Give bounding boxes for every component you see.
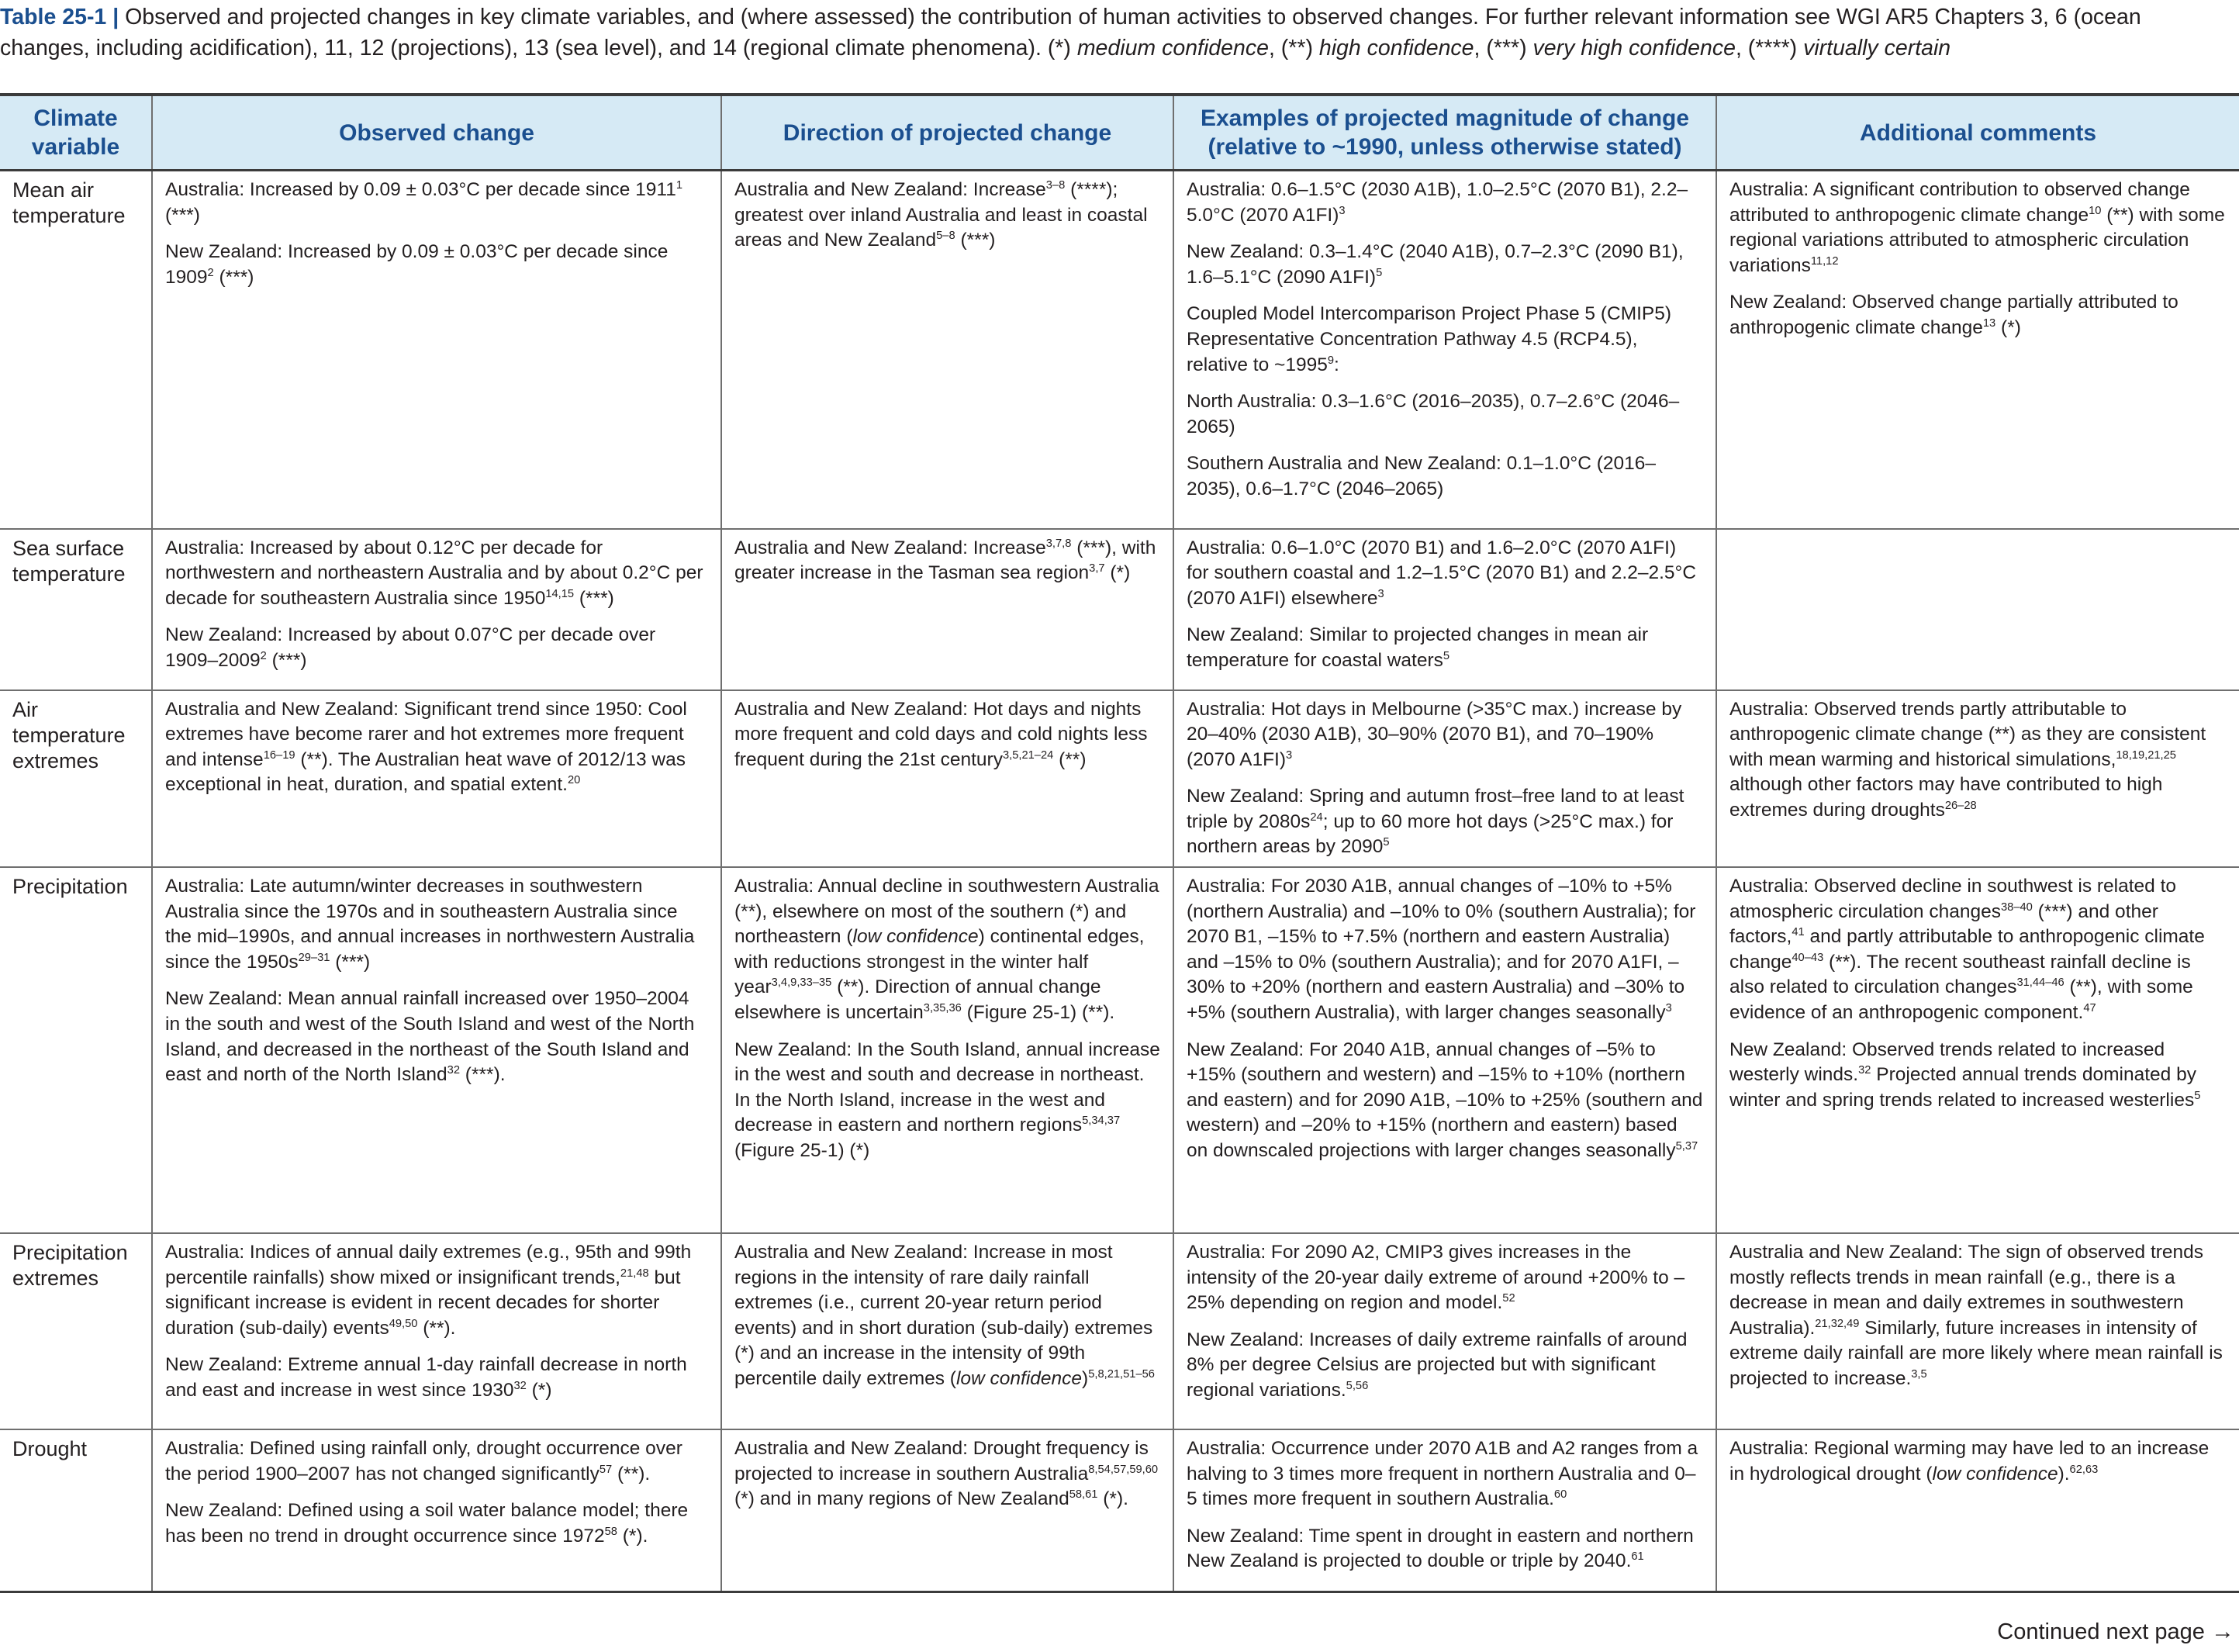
direction-cell [721,171,1173,529]
caption-text: Observed and projected changes in key climate variables, and (where assessed) the contribution of human activities to observed changes. For further relevant information see WGI AR5 Chapters 3, 6 (ocean changes, including acidification), 11, 12 (projections), 13 (sea level), and 14 (regional climate phenomena). (*) [0,5,2141,60]
table-row [0,690,2239,868]
cell-paragraph: Australia: Occurrence under 2070 A1B and A2 ranges from a halving to 3 times more frequent in northern Australia and 0–5 times more frequent in southern Australia.$^{60}$ [1187,1438,1698,1510]
cell-paragraph: Australia: Late autumn/winter decreases in southwestern Australia since the 1970s and in southeastern Australia since the mid–1990s, and annual increases in northwestern Australia since the $1950s^{29-31}$ (***) [165,876,695,973]
cell-paragraph: Australia: Increased by 0.09 ± 0.03°C per decade since 1911$^1$ (***) [165,178,683,226]
cell-paragraph: New Zealand: Increases of daily extreme rainfalls of around 8% per degree Celsius are projected but with significant regional variations.$^{5,56}$ [1187,1329,1688,1401]
cell-paragraph: Australia and New Zealand: Increase$^{3-8}$ (****); greatest over inland Australia and least in coastal areas and New Zealand$^{5-8}$ (***) [734,178,1148,251]
cell-paragraph: Australia: Regional warming may have led to an increase in hydrological drought (low confidence).$^{62,63}$ [1729,1438,2210,1484]
cell-paragraph: Australia and New Zealand: Drought frequency is projected to increase in southern Australia$^{8,54,57,59,60}$ (*) and in many regions of New Zealand$^{58,61}$ (*). [734,1438,1159,1510]
cell-paragraph: Australia: Indices of annual daily extremes (e.g., 95th and 99th percentile rainfalls) show mixed or insignificant trends,$^{21,48}$ but significant increase is evident in recent decades for shorter duration (sub-daily) events$^{49,50}$ (**). [165,1242,692,1339]
comments-cell [1716,867,2239,1233]
direction-cell [721,1429,1173,1592]
comments-cell [1716,690,2239,868]
header-magnitude-projected: Examples of projected magnitude of change (relative to ~1990, unless otherwise stated) [1173,95,1716,171]
table-body [0,171,2239,1592]
cell-paragraph: Australia: Increased by about 0.12°C per decade for northwestern and northeastern Australia and by about 0.2°C per decade for southeastern Australia since 1950$^{14,15}$ (***) [165,537,703,609]
direction-cell [721,690,1173,868]
continued-label: Continued next page [1997,1619,2205,1644]
cell-paragraph: New Zealand: In the South Island, annual increase in the west and south and decrease in northeast. In the North Island, increase in the west and decrease in eastern and northern regions$^{5,34,37}$ (Figure 25-1) (*) [734,1039,1160,1161]
table-row [0,1429,2239,1592]
cell-paragraph: Australia and New Zealand: Significant trend since 1950: Cool extremes have become rarer and hot extremes more frequent and intense$^{16-19}$ (**). The Australian heat wave of 2012/13 was exceptional in heat, duration, and spatial extent.$^{20}$ [165,698,687,796]
caption-text-4: , (****) [1735,36,1804,60]
header-row [0,95,2239,171]
magnitude-cell [1173,1429,1716,1592]
header-additional-comments: Additional comments [1716,95,2239,171]
comments-cell [1716,1429,2239,1592]
cell-paragraph: Australia: Annual decline in southwestern Australia (**), elsewhere on most of the southern (*) and northeastern (low confidence) continental edges, with reductions strongest in the winter half year$^{3,4,9,33-35}$ (**). Direction of annual change elsewhere is uncertain$^{3,35,36}$ (Figure 25-1) (**). [734,876,1159,1024]
caption-text-2: , (**) [1268,36,1319,60]
cell-paragraph: Australia and New Zealand: Hot days and nights more frequent and cold days and cold nights less frequent during the 21st century$^{3,5,21-24}$ (**) [734,698,1148,770]
direction-cell [721,529,1173,690]
caption-confidence-high: high confidence [1318,36,1474,60]
table-row [0,1233,2239,1429]
cell-paragraph: New Zealand: Increased by about 0.07°C per decade over 1909–2009$^2$ (***) [165,624,656,671]
cell-paragraph: New Zealand: For 2040 A1B, annual changes of –5% to +15% (southern and western) and –15% to +10% (northern and eastern) and for 2090 A1B, –10% to +25% (southern and western) and –20% to +15% (northern and eastern) based on downscaled projections with larger changes seasonally$^{5,37}$ [1187,1039,1703,1161]
observed-change-cell [152,529,721,690]
cell-paragraph: Coupled Model Intercomparison Project Phase 5 (CMIP5) Representative Concentration Pathway 4.5 (RCP4.5), relative to ~1995$^9$: [1187,303,1672,375]
cell-paragraph: Australia and New Zealand: Increase in most regions in the intensity of rare daily rainfall extremes (i.e., current 20-year return period events) and in short duration (sub-daily) extremes (*) and an increase in the intensity of 99th percentile daily extremes (low confidence)$^{5,8,21,51-56}$ [734,1242,1155,1390]
climate-table [0,93,2239,1593]
cell-paragraph: Southern Australia and New Zealand: 0.1–1.0°C (2016–2035), 0.6–1.7°C (2046–2065) [1187,453,1656,499]
direction-cell [721,1233,1173,1429]
climate-variable-cell: Drought [0,1429,152,1592]
cell-paragraph: Australia: For 2030 A1B, annual changes of –10% to +5% (northern Australia) and –10% to 0% (southern Australia); for 2070 B1, –15% to +7.5% (northern and eastern Australia) and –15% to 0% (southern Australia); and for 2070 A1FI, –30% to +20% (northern and eastern Australia) and –30% to +5% (southern Australia), with larger changes seasonally$^3$ [1187,876,1696,1024]
cell-paragraph: Australia: Observed trends partly attributable to anthropogenic climate change (**) as they are consistent with mean warming and historical simulations,$^{18,19,21,25}$ although other factors may have contributed to high extremes during droughts$^{26-28}$ [1729,698,2206,821]
cell-paragraph: New Zealand: Extreme annual 1-day rainfall decrease in north and east and increase in west since 1930$^{32}$ (*) [165,1354,687,1401]
observed-change-cell [152,867,721,1233]
cell-paragraph: New Zealand: Observed change partially attributed to anthropogenic climate change$^{13}$ (*) [1729,292,2179,338]
magnitude-cell [1173,867,1716,1233]
caption-text-3: , (***) [1474,36,1533,60]
comments-cell [1716,171,2239,529]
header-direction-projected: Direction of projected change [721,95,1173,171]
header-climate-variable: Climate variable [0,95,152,171]
table-row [0,529,2239,690]
cell-paragraph: Australia: Observed decline in southwest is related to atmospheric circulation changes$^{38-40}$ (***) and other factors,$^{41}$ and partly attributable to anthropogenic climate change$^{40-43}$ (**). The recent southeast rainfall decline is also related to circulation changes$^{31,44-46}$ (**), with some evidence of an anthropogenic component.$^{47}$ [1729,876,2205,1024]
direction-cell [721,867,1173,1233]
comments-cell [1716,1233,2239,1429]
magnitude-cell [1173,1233,1716,1429]
cell-paragraph: Australia and New Zealand: The sign of observed trends mostly reflects trends in mean rainfall (e.g., there is a decrease in mean and daily extremes in southwestern Australia).$^{21,32,49}$ Similarly, future increases in intensity of extreme daily rainfall are more likely where mean rainfall is projected to increase.$^{3,5}$ [1729,1242,2223,1390]
caption-confidence-very-high: very high confidence [1532,36,1736,60]
climate-variable-cell: Precipitation extremes [0,1233,152,1429]
observed-change-cell [152,690,721,868]
table-caption [0,2,2234,64]
magnitude-cell [1173,690,1716,868]
observed-change-cell [152,1429,721,1592]
climate-variable-cell: Air temperature extremes [0,690,152,868]
cell-paragraph: Australia: A significant contribution to observed change attributed to anthropogenic climate change$^{10}$ (**) with some regional variations attributed to atmospheric circulation variations$^{11,12}$ [1729,179,2225,276]
cell-paragraph: New Zealand: Defined using a soil water balance model; there has been no trend in drought occurrence since 1972$^{58}$ (*). [165,1500,689,1547]
table-row [0,171,2239,529]
magnitude-cell [1173,171,1716,529]
cell-paragraph: Australia: Hot days in Melbourne (>35°C max.) increase by 20–40% (2030 A1B), 30–90% (2070 B1), and 70–190% (2070 A1FI)$^3$ [1187,698,1682,770]
comments-cell [1716,529,2239,690]
cell-paragraph: New Zealand: Spring and autumn frost–free land to at least triple by $2080s^{24}$; up to 60 more hot days (>25°C max.) for northern areas by 2090$^5$ [1187,786,1684,858]
continued-next-page [1997,1619,2234,1645]
climate-variable-cell: Mean air temperature [0,171,152,529]
climate-variable-cell: Precipitation [0,867,152,1233]
cell-paragraph: North Australia: 0.3–1.6°C (2016–2035), 0.7–2.6°C (2046–2065) [1187,391,1680,437]
cell-paragraph: New Zealand: 0.3–1.4°C (2040 A1B), 0.7–2.3°C (2090 B1), 1.6–5.1°C (2090 A1FI)$^5$ [1187,241,1684,288]
cell-paragraph: New Zealand: Mean annual rainfall increased over 1950–2004 in the south and west of the South Island and west of the North Island, and decreased in the northeast of the South Island and east and north of the North Island$^{32}$ (***). [165,988,695,1086]
cell-paragraph: Australia: For 2090 A2, CMIP3 gives increases in the intensity of the 20-year daily extreme of around +200% to –25% depending on region and model.$^{52}$ [1187,1242,1685,1314]
cell-paragraph: Australia: Defined using rainfall only, drought occurrence over the period 1900–2007 has not changed significantly$^{57}$ (**). [165,1438,682,1484]
cell-paragraph: Australia: 0.6–1.0°C (2070 B1) and 1.6–2.0°C (2070 A1FI) for southern coastal and 1.2–1.5°C (2070 B1) and 2.2–2.5°C (2070 A1FI) elsewhere$^3$ [1187,537,1697,609]
cell-paragraph: Australia and New Zealand: Increase$^{3,7,8}$ (***), with greater increase in the Tasman sea region$^{3,7}$ (*) [734,537,1156,584]
observed-change-cell [152,171,721,529]
cell-paragraph: New Zealand: Time spent in drought in eastern and northern New Zealand is projected to double or triple by 2040.61 [1187,1525,1694,1572]
caption-confidence-virtually-certain: virtually certain [1803,36,1951,60]
arrow-right-icon: → [2211,1619,2234,1644]
cell-paragraph: New Zealand: Similar to projected changes in mean air temperature for coastal waters$^5$ [1187,624,1649,671]
cell-paragraph: New Zealand: Increased by 0.09 ± 0.03°C per decade since 1909$^2$ (***) [165,241,669,288]
climate-variable-cell: Sea surface temperature [0,529,152,690]
observed-change-cell [152,1233,721,1429]
cell-paragraph: New Zealand: Observed trends related to increased westerly winds.$^{32}$ Projected annual trends dominated by winter and spring trends related to increased westerlies$^5$ [1729,1039,2201,1111]
table-label: Table 25-1 | [0,5,119,29]
table-row [0,867,2239,1233]
cell-paragraph: Australia: 0.6–1.5°C (2030 A1B), 1.0–2.5°C (2070 B1), 2.2–5.0°C (2070 A1FI)$^3$ [1187,179,1688,226]
header-observed-change: Observed change [152,95,721,171]
magnitude-cell [1173,529,1716,690]
caption-confidence-medium: medium confidence [1076,36,1269,60]
